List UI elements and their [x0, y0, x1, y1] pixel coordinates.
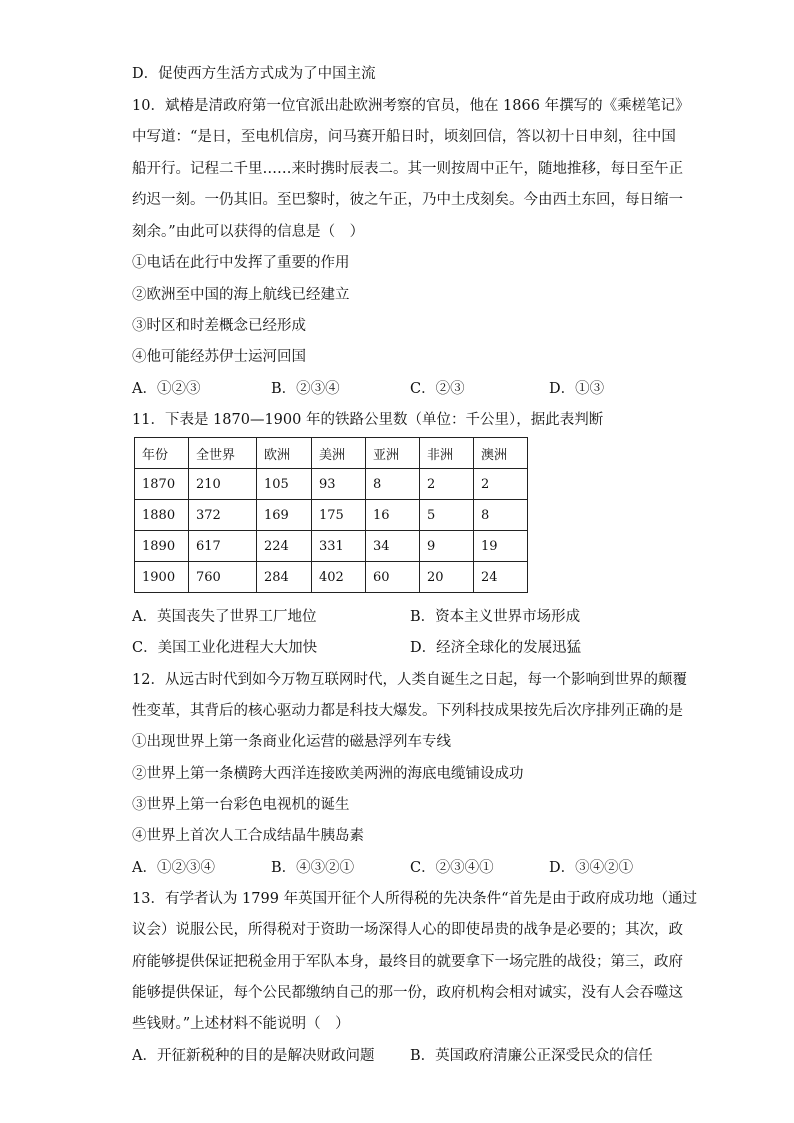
q11-option-c: C．美国工业化进程大大加快 [132, 640, 318, 656]
table-cell: 224 [257, 531, 312, 562]
table-cell: 1880 [135, 500, 189, 531]
table-header-cell: 年份 [135, 438, 189, 469]
table-cell: 331 [312, 531, 366, 562]
table-cell: 8 [474, 500, 528, 531]
table-row [135, 500, 528, 531]
q13-stem-line-2: 议会）说服公民，所得税对于资助一场深得人心的即使昂贵的战争是必要的；其次，政 [132, 922, 683, 938]
q12-option-d: D．③④②① [549, 860, 634, 876]
table-cell: 16 [366, 500, 420, 531]
table-header-cell: 澳洲 [474, 438, 528, 469]
table-header-row [135, 438, 528, 469]
table-row [135, 469, 528, 500]
table-cell: 284 [257, 562, 312, 593]
table-header-cell: 亚洲 [366, 438, 420, 469]
table-cell: 1900 [135, 562, 189, 593]
q12-item-3: ③世界上第一台彩色电视机的诞生 [132, 797, 350, 813]
table-cell: 105 [257, 469, 312, 500]
table-cell: 19 [474, 531, 528, 562]
q12-option-a: A．①②③④ [132, 860, 215, 876]
q10-stem-line-2: 中写道：“是日，至电机信房，问马赛开船日时，顷刻回信，答以初十日申刻，往中国 [132, 129, 676, 145]
q12-item-2: ②世界上第一条横跨大西洋连接欧美两洲的海底电缆铺设成功 [132, 766, 524, 782]
q13-stem-line-5: 些钱财。”上述材料不能说明（ ） [132, 1016, 350, 1032]
table-cell: 34 [366, 531, 420, 562]
table-cell: 1870 [135, 469, 189, 500]
table-cell: 372 [189, 500, 257, 531]
table-cell: 760 [189, 562, 257, 593]
q10-stem-line-4: 约迟一刻。一仍其旧。至巴黎时，彼之午正，乃中土戌刻矣。今由西土东回，每日缩一 [132, 192, 683, 208]
q10-item-3: ③时区和时差概念已经形成 [132, 318, 306, 334]
q10-option-d: D．①③ [549, 381, 605, 397]
q10-item-2: ②欧洲至中国的海上航线已经建立 [132, 287, 350, 303]
q10-item-4: ④他可能经苏伊士运河回国 [132, 349, 306, 365]
q11-option-d: D．经济全球化的发展迅猛 [410, 640, 582, 656]
q13-stem-line-3: 府能够提供保证把税金用于军队本身，最终目的就要拿下一场完胜的战役；第三，政府 [132, 954, 683, 970]
table-header-cell: 美洲 [312, 438, 366, 469]
table-cell: 8 [366, 469, 420, 500]
table-cell: 617 [189, 531, 257, 562]
q12-stem-line-1: 12．从远古时代到如今万物互联网时代，人类自诞生之日起，每一个影响到世界的颠覆 [132, 672, 687, 688]
table-cell: 210 [189, 469, 257, 500]
table-cell: 93 [312, 469, 366, 500]
q13-option-b: B．英国政府清廉公正深受民众的信任 [410, 1048, 653, 1064]
q10-option-b: B．②③④ [271, 381, 340, 397]
q11-option-b: B．资本主义世界市场形成 [410, 609, 581, 625]
q12-option-b: B．④③②① [271, 860, 355, 876]
table-header-cell: 全世界 [189, 438, 257, 469]
table-cell: 20 [420, 562, 474, 593]
q10-option-a: A．①②③ [132, 381, 201, 397]
table-header-cell: 非洲 [420, 438, 474, 469]
q11-stem: 11．下表是 1870—1900 年的铁路公里数（单位：千公里），据此表判断 [132, 412, 604, 428]
q10-stem-line-3: 船开行。记程二千里……来时携时辰表二。其一则按周中正午，随地推移，每日至午正 [132, 161, 683, 177]
table-cell: 402 [312, 562, 366, 593]
q13-option-a: A．开征新税种的目的是解决财政问题 [132, 1048, 375, 1064]
q12-item-4: ④世界上首次人工合成结晶牛胰岛素 [132, 828, 364, 844]
q10-stem-line-5: 刻余。”由此可以获得的信息是（ ） [132, 224, 365, 240]
q13-stem-line-4: 能够提供保证，每个公民都缴纳自己的那一份，政府机构会相对诚实，没有人会吞噬这 [132, 985, 683, 1001]
q10-option-c: C．②③ [410, 381, 465, 397]
table-cell: 5 [420, 500, 474, 531]
table-cell: 9 [420, 531, 474, 562]
q9-option-d: D．促使西方生活方式成为了中国主流 [132, 66, 376, 82]
table-cell: 1890 [135, 531, 189, 562]
table-cell: 169 [257, 500, 312, 531]
table-header-cell: 欧洲 [257, 438, 312, 469]
table-cell: 60 [366, 562, 420, 593]
railway-table [134, 437, 528, 593]
q12-item-1: ①出现世界上第一条商业化运营的磁悬浮列车专线 [132, 734, 451, 750]
table-cell: 24 [474, 562, 528, 593]
q10-item-1: ①电话在此行中发挥了重要的作用 [132, 255, 350, 271]
q12-stem-line-2: 性变革，其背后的核心驱动力都是科技大爆发。下列科技成果按先后次序排列正确的是 [132, 703, 683, 719]
table-cell: 175 [312, 500, 366, 531]
q12-option-c: C．②③④① [410, 860, 494, 876]
table-row [135, 531, 528, 562]
table-cell: 2 [474, 469, 528, 500]
q10-stem-line-1: 10．斌椿是清政府第一位官派出赴欧洲考察的官员，他在 1866 年撰写的《乘槎笔记》 [132, 98, 690, 114]
q11-option-a: A．英国丧失了世界工厂地位 [132, 609, 317, 625]
table-row [135, 562, 528, 593]
q13-stem-line-1: 13．有学者认为 1799 年英国开征个人所得税的先决条件“首先是由于政府成功地（通过 [132, 891, 697, 907]
table-cell: 2 [420, 469, 474, 500]
